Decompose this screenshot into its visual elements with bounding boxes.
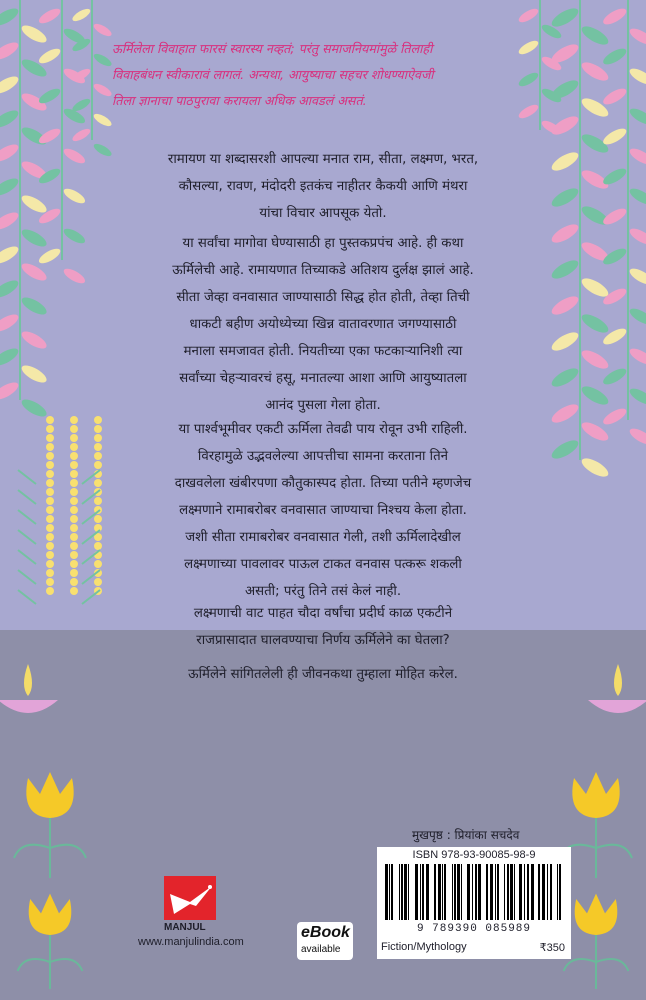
highlight-quote <box>112 36 532 114</box>
ebook-badge-icon <box>297 922 353 960</box>
tulip-icon <box>18 894 83 989</box>
text-line: या पार्श्वभूमीवर एकटी ऊर्मिला तेवढी पाय रोवून उभी राहिली. <box>178 422 468 437</box>
ebook-badge-subtitle: available <box>301 944 341 955</box>
blurb-paragraph-1 <box>60 146 586 227</box>
text-line: रामायण या शब्दासरशी आपल्या मनात राम, सीता, लक्ष्मण, भरत, <box>167 152 479 167</box>
tulip-icon <box>564 894 629 989</box>
text-line: या सर्वांचा मागोवा घेण्यासाठी हा पुस्तकप्रपंच आहे. ही कथा <box>182 236 464 251</box>
genre-label: Fiction/Mythology <box>381 941 467 953</box>
text-line: लक्ष्मणाच्या पावलावर पाऊल टाकत वनवास पत्करू शकली <box>184 557 462 572</box>
vine-icon <box>601 0 646 448</box>
text-line: सीता जेव्हा वनवासात जाण्यासाठी सिद्ध होत होती, तेव्हा तिची <box>176 290 470 305</box>
flying-bird-logo-icon <box>160 874 220 924</box>
barcode-icon <box>383 864 565 922</box>
ebook-badge-title: eBook <box>301 924 350 941</box>
text-line: धाकटी बहीण अयोध्येच्या खिन्न वातावरणात जगण्यासाठी <box>189 317 457 332</box>
text-line: राजप्रासादात घालवण्याचा निर्णय ऊर्मिलेने का घेतला? <box>196 633 450 648</box>
closing-line: ऊर्मिलेने सांगितलेली ही जीवनकथा तुम्हाला मोहित करेल. <box>188 667 458 682</box>
text-line: आनंद पुसला गेला होता. <box>265 398 381 413</box>
isbn-number: ISBN 978-93-90085-98-9 <box>412 849 536 861</box>
text-line: विवाहबंधन स्वीकारावं लागलं. अन्यथा, आयुष्याचा सहचर शोधण्याऐवजी <box>112 67 434 82</box>
text-line: ऊर्मिलेची आहे. रामायणात तिच्याकडे अतिशय दुर्लक्ष झालं आहे. <box>172 263 474 278</box>
text-line: लक्ष्मणाची वाट पाहत चौदा वर्षांचा प्रदीर्घ काळ एकटीने <box>193 606 453 621</box>
text-line: यांचा विचार आपसूक येतो. <box>259 206 387 221</box>
blurb-paragraph-3 <box>60 416 586 605</box>
tulip-icon <box>14 772 86 878</box>
vine-icon <box>71 0 114 158</box>
barcode-digits: 9 789390 085989 <box>416 923 532 935</box>
text-line: दाखवलेला खंबीरपणा कौतुकास्पद होता. तिच्या पतीने म्हणजेच <box>174 476 472 491</box>
publisher-url: www.manjulindia.com <box>138 936 244 948</box>
cover-credit: मुखपृष्ठ : प्रियांका सचदेव <box>412 828 520 842</box>
text-line: जशी सीता रामाबरोबर वनवासात गेली, तशी ऊर्मिलादेखील <box>185 530 461 545</box>
blurb-paragraph-4 <box>60 600 586 654</box>
text-line: असती; परंतु तिने तसं केलं नाही. <box>244 584 402 599</box>
text-line: मनाला समजावत होती. नियतीच्या एका फटकाऱ्यानिशी त्या <box>183 344 463 359</box>
blurb-paragraph-2 <box>60 230 586 419</box>
text-line: विरहामुळे उद्भवलेल्या आपत्तीचा सामना करताना तिने <box>197 449 449 464</box>
text-line: कौसल्या, रावण, मंदोदरी इतकंच नाहीतर कैकयी आणि मंथरा <box>178 179 468 194</box>
text-line: लक्ष्मणाने रामाबरोबर वनवासात जाण्याचा निश्चय केला होता. <box>179 503 467 518</box>
publisher-name: MANJUL <box>164 922 206 933</box>
text-line: सर्वांच्या चेहऱ्यावरचं हसू, मनातल्या आशा आणि आयुष्यातला <box>179 371 467 386</box>
barcode-block <box>377 847 571 959</box>
price-label: ₹350 <box>539 942 565 954</box>
text-line: तिला ज्ञानाचा पाठपुरावा करायला अधिक आवडलं असतं. <box>112 93 367 108</box>
text-line: ऊर्मिलेला विवाहात फारसं स्वारस्य नव्हतं; परंतु समाजनियमांमुळे तिलाही <box>112 41 433 56</box>
